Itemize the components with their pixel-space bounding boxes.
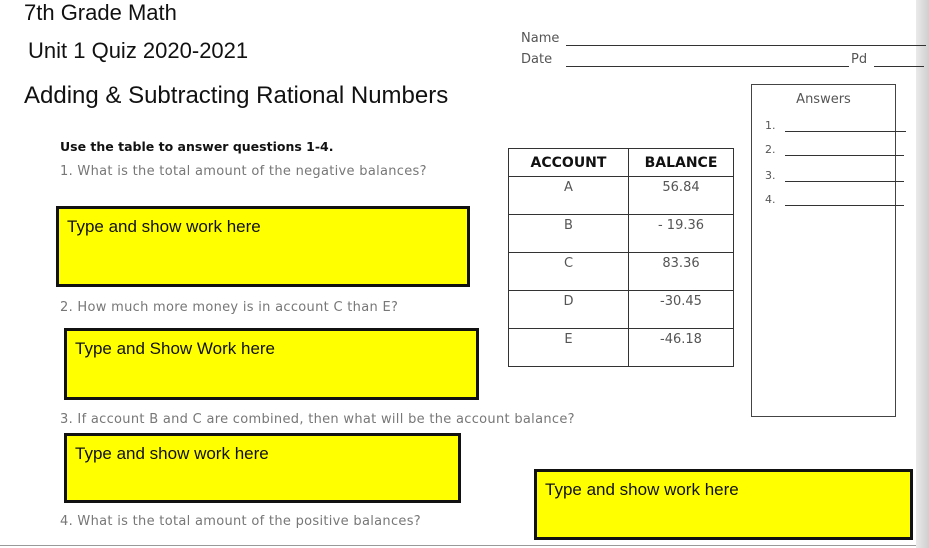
table-row	[509, 253, 734, 291]
answer-line-3[interactable]	[785, 181, 904, 182]
question-1: 1. What is the total amount of the negative balances?	[60, 164, 427, 179]
answer-number-3: 3.	[765, 169, 776, 182]
table-row	[509, 329, 734, 367]
work-box-3[interactable]: Type and show work here	[64, 433, 461, 503]
column-header-account: ACCOUNT	[509, 149, 629, 177]
question-3: 3. If account B and C are combined, then what will be the account balance?	[60, 412, 575, 427]
answer-number-2: 2.	[765, 143, 776, 156]
account-cell: C	[509, 253, 629, 291]
answers-box	[751, 84, 896, 417]
name-field[interactable]	[566, 45, 926, 46]
account-cell: B	[509, 215, 629, 253]
account-cell: D	[509, 291, 629, 329]
account-cell: A	[509, 177, 629, 215]
date-label: Date	[521, 52, 553, 67]
balance-cell: 83.36	[629, 253, 734, 291]
account-cell: E	[509, 329, 629, 367]
work-box-1[interactable]: Type and show work here	[56, 206, 470, 287]
account-table	[508, 148, 734, 367]
topic-title: Adding & Subtracting Rational Numbers	[24, 82, 449, 109]
question-2: 2. How much more money is in account C than E?	[60, 300, 399, 315]
table-row	[509, 215, 734, 253]
balance-cell: -46.18	[629, 329, 734, 367]
balance-cell: -30.45	[629, 291, 734, 329]
table-row	[509, 291, 734, 329]
page-bottom-border	[0, 545, 916, 546]
answer-number-4: 4.	[765, 193, 776, 206]
answer-line-4[interactable]	[785, 205, 904, 206]
directions: Use the table to answer questions 1-4.	[60, 139, 334, 154]
answers-title: Answers	[796, 92, 851, 107]
course-title: 7th Grade Math	[24, 0, 177, 25]
table-row	[509, 177, 734, 215]
column-header-balance: BALANCE	[629, 149, 734, 177]
answer-line-1[interactable]	[785, 131, 906, 132]
name-label: Name	[521, 31, 560, 46]
balance-cell: - 19.36	[629, 215, 734, 253]
date-field[interactable]	[566, 66, 849, 67]
table-header-row	[509, 149, 734, 177]
question-4: 4. What is the total amount of the positive balances?	[60, 514, 421, 529]
balance-cell: 56.84	[629, 177, 734, 215]
period-field[interactable]	[874, 66, 924, 67]
answer-number-1: 1.	[765, 119, 776, 132]
work-box-4[interactable]: Type and show work here	[534, 469, 913, 540]
page-edge-shadow	[916, 0, 929, 548]
work-box-2[interactable]: Type and Show Work here	[64, 328, 479, 400]
period-label: Pd	[851, 52, 868, 67]
answer-line-2[interactable]	[785, 155, 904, 156]
quiz-title: Unit 1 Quiz 2020-2021	[28, 38, 249, 63]
